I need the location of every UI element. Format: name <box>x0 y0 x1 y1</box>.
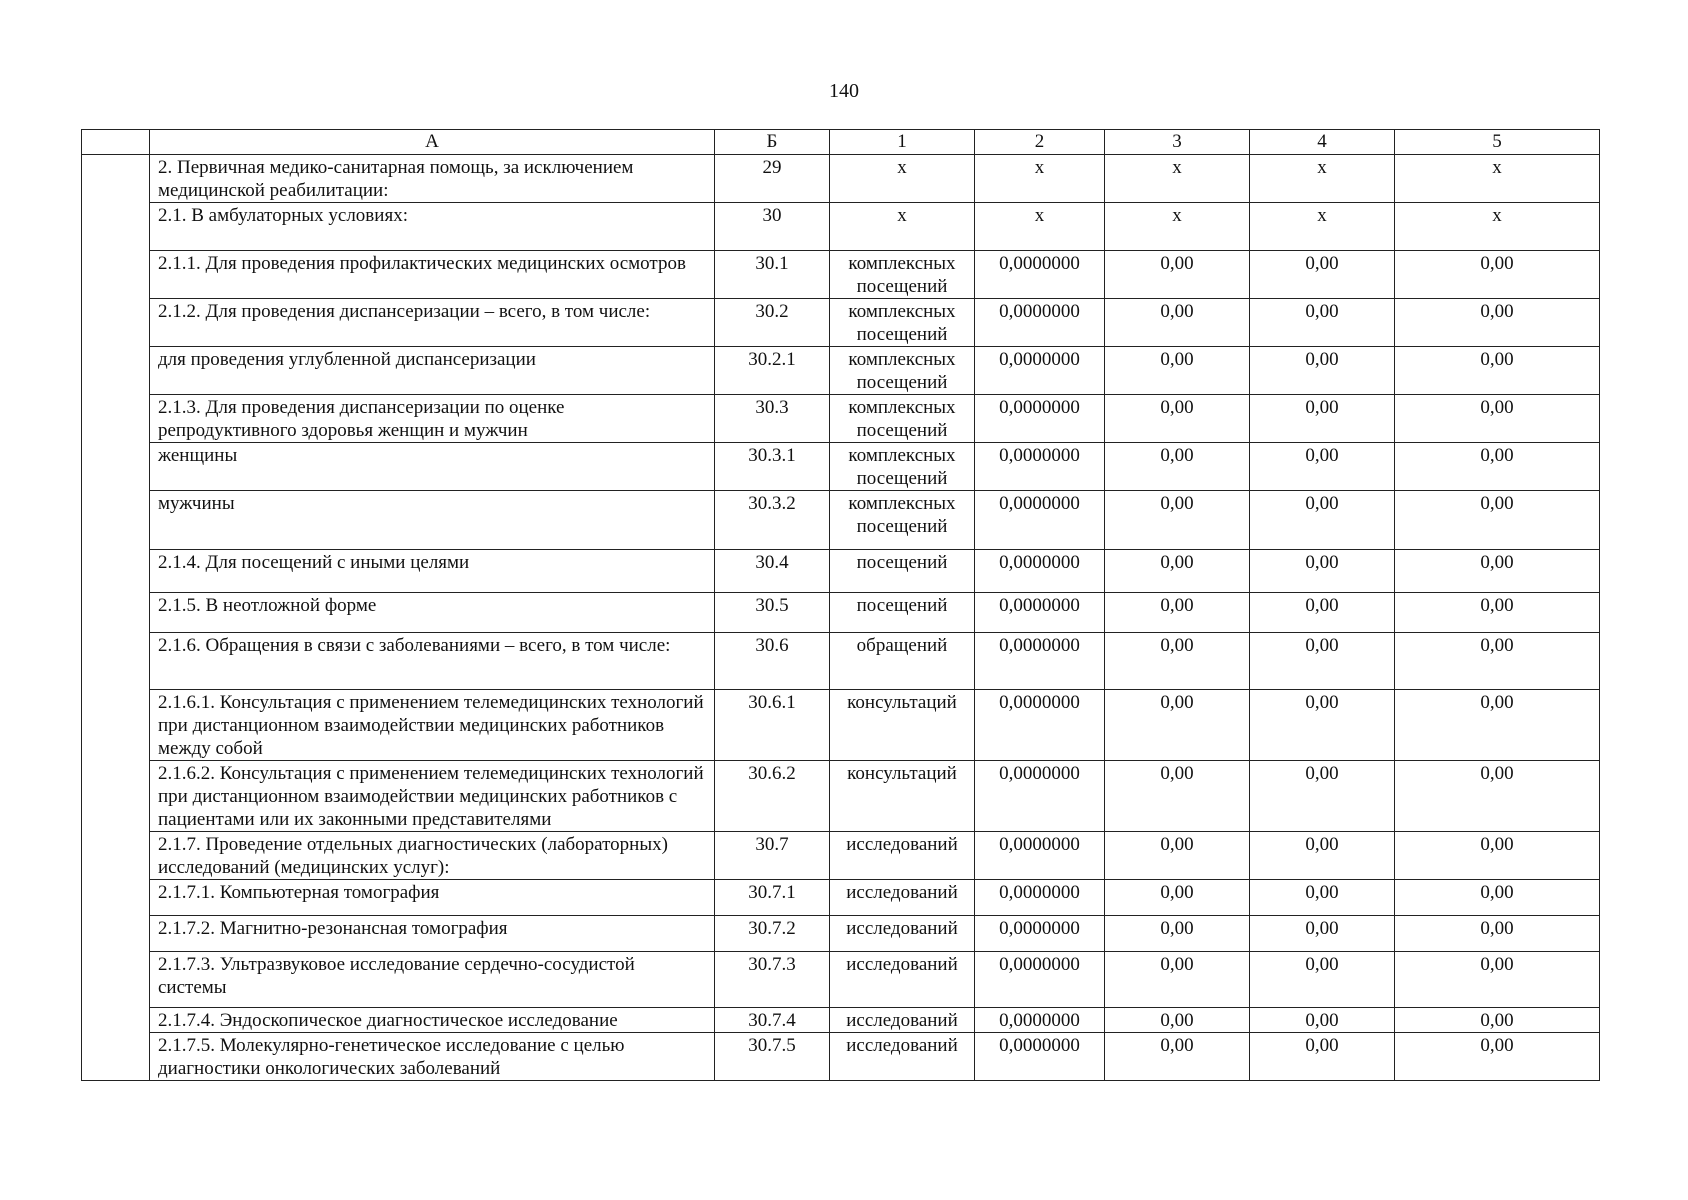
table-row <box>82 690 1600 761</box>
blank-left-cell <box>82 952 150 1008</box>
row-code: 30.6 <box>715 633 830 690</box>
column-header: А <box>150 130 715 155</box>
row-name: 2.1.7.4. Эндоскопическое диагностическое исследование <box>150 1008 715 1033</box>
row-code: 30.1 <box>715 251 830 299</box>
blank-left-cell <box>82 251 150 299</box>
row-code: 30.7 <box>715 832 830 880</box>
row-col-5: 0,00 <box>1395 880 1600 916</box>
row-col-5: 0,00 <box>1395 916 1600 952</box>
row-code: 30.7.5 <box>715 1033 830 1081</box>
row-col-4: 0,00 <box>1250 347 1395 395</box>
row-name: 2.1.7.3. Ультразвуковое исследование сердечно-сосудистой системы <box>150 952 715 1008</box>
row-code: 30.3.2 <box>715 491 830 550</box>
table-row <box>82 593 1600 633</box>
row-code: 30.7.1 <box>715 880 830 916</box>
row-name: 2. Первичная медико-санитарная помощь, за исключением медицинской реабилитации: <box>150 155 715 203</box>
row-unit: х <box>830 155 975 203</box>
row-col-5: 0,00 <box>1395 761 1600 832</box>
row-name: 2.1.2. Для проведения диспансеризации – всего, в том числе: <box>150 299 715 347</box>
blank-left-cell <box>82 690 150 761</box>
row-unit: посещений <box>830 593 975 633</box>
row-name: 2.1.6. Обращения в связи с заболеваниями – всего, в том числе: <box>150 633 715 690</box>
row-col-4: 0,00 <box>1250 299 1395 347</box>
row-col-4: 0,00 <box>1250 690 1395 761</box>
row-name: для проведения углубленной диспансеризации <box>150 347 715 395</box>
row-col-4: 0,00 <box>1250 593 1395 633</box>
row-code: 30.3 <box>715 395 830 443</box>
column-header: 1 <box>830 130 975 155</box>
table-row <box>82 299 1600 347</box>
blank-left-cell <box>82 880 150 916</box>
row-col-3: 0,00 <box>1105 761 1250 832</box>
row-col-2: 0,0000000 <box>975 832 1105 880</box>
row-unit: посещений <box>830 550 975 593</box>
blank-left-cell <box>82 832 150 880</box>
row-col-4: 0,00 <box>1250 952 1395 1008</box>
row-col-2: 0,0000000 <box>975 1008 1105 1033</box>
row-code: 30.7.3 <box>715 952 830 1008</box>
row-code: 30.6.1 <box>715 690 830 761</box>
blank-left-header <box>82 130 150 155</box>
table-row <box>82 761 1600 832</box>
row-col-3: 0,00 <box>1105 952 1250 1008</box>
row-col-4: 0,00 <box>1250 550 1395 593</box>
row-col-4: х <box>1250 155 1395 203</box>
row-col-3: 0,00 <box>1105 550 1250 593</box>
row-col-4: 0,00 <box>1250 633 1395 690</box>
table-row <box>82 832 1600 880</box>
table-row <box>82 395 1600 443</box>
row-col-3: х <box>1105 155 1250 203</box>
row-col-4: 0,00 <box>1250 880 1395 916</box>
page-number: 140 <box>829 80 859 102</box>
row-col-4: 0,00 <box>1250 395 1395 443</box>
row-col-3: 0,00 <box>1105 1033 1250 1081</box>
row-name: 2.1.7. Проведение отдельных диагностических (лабораторных) исследований (медицинских услуг): <box>150 832 715 880</box>
row-col-2: 0,0000000 <box>975 761 1105 832</box>
blank-left-cell <box>82 1033 150 1081</box>
row-col-2: 0,0000000 <box>975 299 1105 347</box>
row-col-4: х <box>1250 203 1395 251</box>
blank-left-cell <box>82 299 150 347</box>
table-row <box>82 203 1600 251</box>
table-row <box>82 491 1600 550</box>
row-col-5: 0,00 <box>1395 952 1600 1008</box>
row-unit: исследований <box>830 832 975 880</box>
row-col-5: 0,00 <box>1395 1033 1600 1081</box>
table-row <box>82 443 1600 491</box>
row-code: 30 <box>715 203 830 251</box>
table-row <box>82 155 1600 203</box>
row-col-5: х <box>1395 203 1600 251</box>
row-col-5: 0,00 <box>1395 347 1600 395</box>
table-row <box>82 880 1600 916</box>
row-col-5: 0,00 <box>1395 443 1600 491</box>
row-name: 2.1.6.1. Консультация с применением телемедицинских технологий при дистанционном взаимодействии медицинских работников между собой <box>150 690 715 761</box>
row-col-3: 0,00 <box>1105 832 1250 880</box>
table-row <box>82 916 1600 952</box>
row-code: 30.3.1 <box>715 443 830 491</box>
row-name: 2.1.5. В неотложной форме <box>150 593 715 633</box>
row-unit: комплексных посещений <box>830 347 975 395</box>
blank-left-cell <box>82 633 150 690</box>
row-col-2: 0,0000000 <box>975 395 1105 443</box>
row-unit: исследований <box>830 952 975 1008</box>
row-col-2: 0,0000000 <box>975 550 1105 593</box>
row-name: мужчины <box>150 491 715 550</box>
row-col-2: х <box>975 155 1105 203</box>
row-col-3: 0,00 <box>1105 347 1250 395</box>
row-unit: комплексных посещений <box>830 251 975 299</box>
row-col-3: 0,00 <box>1105 633 1250 690</box>
row-col-3: 0,00 <box>1105 880 1250 916</box>
row-col-5: 0,00 <box>1395 251 1600 299</box>
table-row <box>82 633 1600 690</box>
row-col-5: 0,00 <box>1395 832 1600 880</box>
row-unit: комплексных посещений <box>830 443 975 491</box>
row-col-4: 0,00 <box>1250 832 1395 880</box>
row-name: 2.1.7.1. Компьютерная томография <box>150 880 715 916</box>
row-col-4: 0,00 <box>1250 443 1395 491</box>
row-col-4: 0,00 <box>1250 1033 1395 1081</box>
row-code: 30.6.2 <box>715 761 830 832</box>
blank-left-cell <box>82 203 150 251</box>
row-name: 2.1.1. Для проведения профилактических медицинских осмотров <box>150 251 715 299</box>
row-col-3: 0,00 <box>1105 1008 1250 1033</box>
row-name: 2.1.7.5. Молекулярно-генетическое исследование с целью диагностики онкологических заболеваний <box>150 1033 715 1081</box>
row-unit: обращений <box>830 633 975 690</box>
row-col-3: х <box>1105 203 1250 251</box>
table-row <box>82 347 1600 395</box>
row-unit: консультаций <box>830 761 975 832</box>
blank-left-cell <box>82 395 150 443</box>
row-col-2: 0,0000000 <box>975 1033 1105 1081</box>
row-unit: комплексных посещений <box>830 491 975 550</box>
row-col-4: 0,00 <box>1250 251 1395 299</box>
row-code: 30.2.1 <box>715 347 830 395</box>
row-col-5: 0,00 <box>1395 690 1600 761</box>
table-row <box>82 550 1600 593</box>
row-col-5: 0,00 <box>1395 633 1600 690</box>
row-col-2: х <box>975 203 1105 251</box>
row-code: 30.5 <box>715 593 830 633</box>
column-header: 3 <box>1105 130 1250 155</box>
table-row <box>82 952 1600 1008</box>
row-col-5: х <box>1395 155 1600 203</box>
row-col-2: 0,0000000 <box>975 593 1105 633</box>
table-header-row <box>82 130 1600 155</box>
row-col-3: 0,00 <box>1105 491 1250 550</box>
row-unit: исследований <box>830 1033 975 1081</box>
row-name: 2.1.3. Для проведения диспансеризации по оценке репродуктивного здоровья женщин и мужчин <box>150 395 715 443</box>
row-col-5: 0,00 <box>1395 491 1600 550</box>
row-col-4: 0,00 <box>1250 1008 1395 1033</box>
table-row <box>82 1008 1600 1033</box>
row-col-2: 0,0000000 <box>975 251 1105 299</box>
row-col-2: 0,0000000 <box>975 690 1105 761</box>
row-col-5: 0,00 <box>1395 395 1600 443</box>
row-name: 2.1.7.2. Магнитно-резонансная томография <box>150 916 715 952</box>
row-col-3: 0,00 <box>1105 690 1250 761</box>
row-col-3: 0,00 <box>1105 593 1250 633</box>
row-col-4: 0,00 <box>1250 761 1395 832</box>
row-unit: исследований <box>830 916 975 952</box>
row-code: 30.4 <box>715 550 830 593</box>
row-col-2: 0,0000000 <box>975 443 1105 491</box>
row-name: 2.1. В амбулаторных условиях: <box>150 203 715 251</box>
row-col-2: 0,0000000 <box>975 916 1105 952</box>
row-name: 2.1.4. Для посещений с иными целями <box>150 550 715 593</box>
row-code: 30.7.4 <box>715 1008 830 1033</box>
blank-left-cell <box>82 1008 150 1033</box>
row-col-2: 0,0000000 <box>975 952 1105 1008</box>
row-col-2: 0,0000000 <box>975 347 1105 395</box>
row-unit: исследований <box>830 880 975 916</box>
row-unit: исследований <box>830 1008 975 1033</box>
row-unit: х <box>830 203 975 251</box>
row-code: 30.7.2 <box>715 916 830 952</box>
row-col-5: 0,00 <box>1395 299 1600 347</box>
row-col-4: 0,00 <box>1250 916 1395 952</box>
blank-left-cell <box>82 443 150 491</box>
blank-left-cell <box>82 916 150 952</box>
row-col-3: 0,00 <box>1105 395 1250 443</box>
row-unit: консультаций <box>830 690 975 761</box>
blank-left-cell <box>82 347 150 395</box>
row-code: 30.2 <box>715 299 830 347</box>
row-col-3: 0,00 <box>1105 916 1250 952</box>
row-col-4: 0,00 <box>1250 491 1395 550</box>
row-col-5: 0,00 <box>1395 1008 1600 1033</box>
blank-left-cell <box>82 491 150 550</box>
blank-left-cell <box>82 550 150 593</box>
table-row <box>82 1033 1600 1081</box>
row-code: 29 <box>715 155 830 203</box>
row-col-5: 0,00 <box>1395 550 1600 593</box>
column-header: 4 <box>1250 130 1395 155</box>
row-col-2: 0,0000000 <box>975 491 1105 550</box>
blank-left-cell <box>82 593 150 633</box>
data-table <box>81 129 1600 1081</box>
blank-left-cell <box>82 761 150 832</box>
row-col-3: 0,00 <box>1105 443 1250 491</box>
column-header: 5 <box>1395 130 1600 155</box>
row-col-2: 0,0000000 <box>975 633 1105 690</box>
table-row <box>82 251 1600 299</box>
row-name: женщины <box>150 443 715 491</box>
row-unit: комплексных посещений <box>830 395 975 443</box>
column-header: Б <box>715 130 830 155</box>
row-unit: комплексных посещений <box>830 299 975 347</box>
row-col-5: 0,00 <box>1395 593 1600 633</box>
row-col-2: 0,0000000 <box>975 880 1105 916</box>
blank-left-cell <box>82 155 150 203</box>
row-name: 2.1.6.2. Консультация с применением телемедицинских технологий при дистанционном взаимодействии медицинских работников с пациентами или их законными представителями <box>150 761 715 832</box>
column-header: 2 <box>975 130 1105 155</box>
row-col-3: 0,00 <box>1105 251 1250 299</box>
row-col-3: 0,00 <box>1105 299 1250 347</box>
